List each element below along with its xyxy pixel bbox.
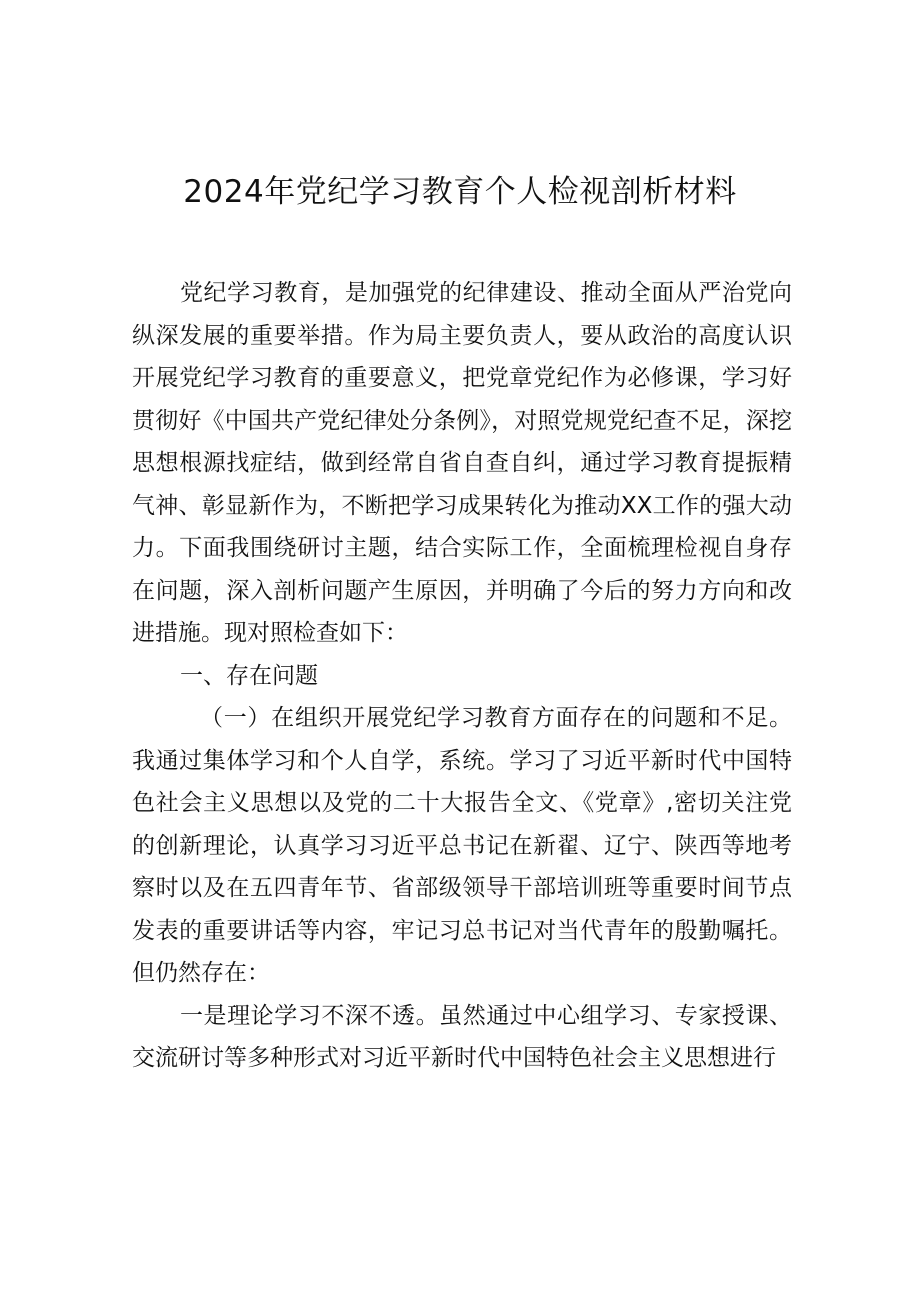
intro-paragraph: 党纪学习教育，是加强党的纪律建设、推动全面从严治党向纵深发展的重要举措。作为局主要负责人，要从政治的高度认识开展党纪学习教育的重要意义，把党章党纪作为必修课，学习好贯彻好《中国共产党纪律处分条例》，对照党规党纪查不足，深挖思想根源找症结，做到经常自省自查自纠，通过学习教育提振精气神、彰显新作为，不断把学习成果转化为推动XX工作的强大动力。下面我围绕研讨主题，结合实际工作，全面梳理检视自身存在问题，深入剖析问题产生原因，并明确了今后的努力方向和改进措施。现对照检查如下： [132,280,792,646]
point-paragraph: 一是理论学习不深不透。虽然通过中心组学习、专家授课、交流研讨等多种形式对习近平新时代中国特色社会主义思想进行 [132,1002,792,1071]
section-heading: 一、存在问题 [180,662,318,689]
document-body [132,272,792,1080]
subsection-paragraph: （一）在组织开展党纪学习教育方面存在的问题和不足。我通过集体学习和个人自学，系统。学习了习近平新时代中国特色社会主义思想以及党的二十大报告全文、《党章》,密切关注党的创新理论，认真学习习近平总书记在新翟、辽宁、陕西等地考察时以及在五四青年节、省部级领导干部培训班等重要时间节点发表的重要讲话等内容，牢记习总书记对当代青年的殷勤嘱托。但仍然存在： [132,705,792,986]
document-title: 2024年党纪学习教育个人检视剖析材料 [183,174,737,210]
